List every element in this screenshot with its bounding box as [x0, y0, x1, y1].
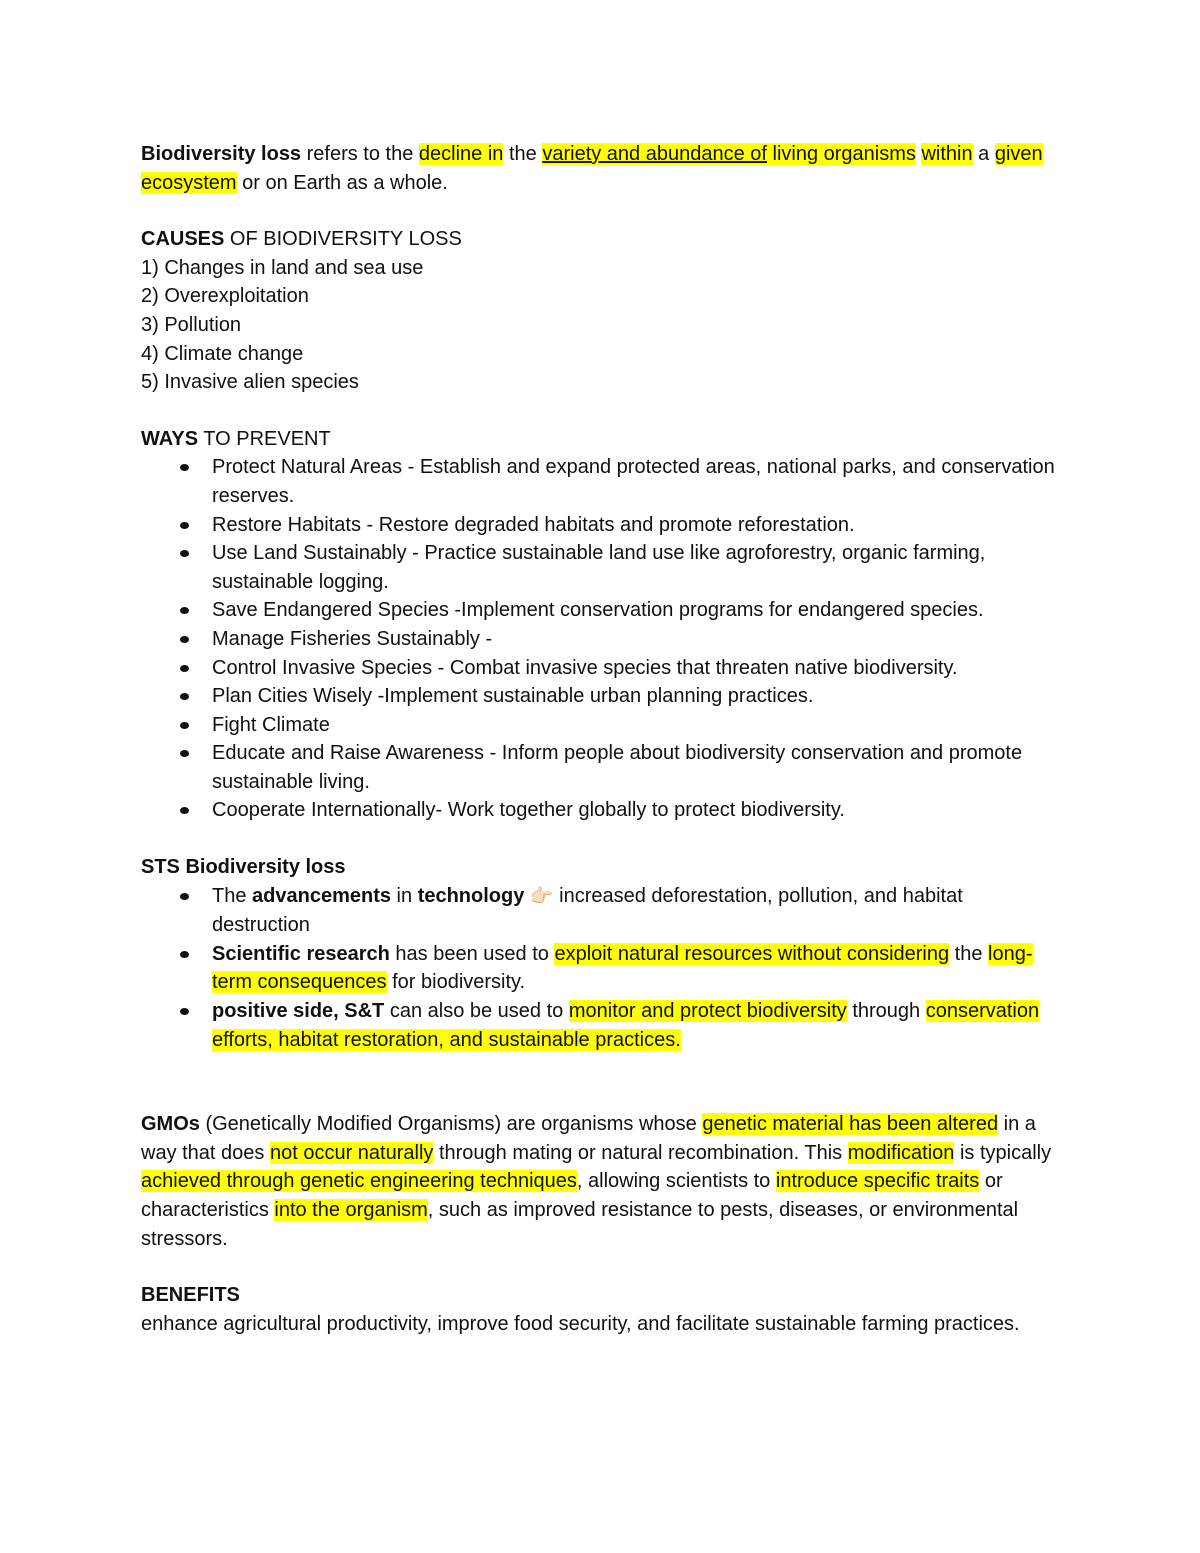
highlight-into-organism: into the organism: [274, 1199, 428, 1221]
sts-text: for biodiversity.: [386, 971, 526, 994]
sts-list: [141, 882, 1060, 1055]
highlight-living-organisms: living organisms: [766, 143, 916, 165]
list-item: Educate and Raise Awareness - Inform people about biodiversity conservation and promote sustainable living.: [212, 739, 1060, 796]
gmo-text: is typically: [954, 1141, 1052, 1164]
gmo-text: , allowing scientists to: [576, 1170, 776, 1193]
gmo-term: GMOs: [141, 1113, 200, 1136]
sts-text: in: [391, 884, 418, 907]
causes-heading: [141, 225, 1060, 254]
sts-text: through: [846, 1000, 926, 1023]
gmo-text: through mating or natural recombination. This: [433, 1141, 848, 1164]
highlight-exploit: exploit natural resources without considering: [554, 942, 950, 965]
gmo-text: , such as improved resistance to pests, diseases, or environmental stressors.: [141, 1199, 1019, 1250]
highlight-given-ecosystem: given ecosystem: [141, 143, 1043, 194]
highlight-within: within: [921, 143, 973, 165]
highlight-genetic-material: genetic material has been altered: [702, 1113, 999, 1136]
causes-heading-rest: OF BIODIVERSITY LOSS: [224, 228, 462, 251]
benefits-heading: [141, 1281, 1060, 1310]
gmo-text: or characteristics: [141, 1170, 1003, 1221]
list-item: [212, 997, 1060, 1054]
ways-list: [141, 453, 1060, 825]
ways-heading-rest: TO PREVENT: [198, 427, 331, 450]
causes-heading-bold: CAUSES: [141, 228, 225, 251]
gmo-text: in a way that does: [141, 1113, 1036, 1164]
sts-text: can also be used to: [384, 1000, 569, 1023]
intro-text-4: a: [972, 143, 995, 165]
sts-heading: [141, 853, 1060, 882]
intro-text-1: refers to the: [301, 143, 419, 165]
intro-term: Biodiversity loss: [141, 143, 302, 165]
highlight-long-term: long-term consequences: [212, 942, 1033, 994]
sts-text: increased deforestation, pollution, and habitat destruction: [212, 884, 963, 937]
highlight-decline: decline in: [418, 143, 504, 165]
highlight-conservation: conservation efforts, habitat restoration, and sustainable practices.: [212, 1000, 1040, 1051]
cause-item: 5) Invasive alien species: [141, 371, 359, 394]
list-item: Protect Natural Areas - Establish and expand protected areas, national parks, and conservation reserves.: [212, 453, 1060, 510]
list-item: Restore Habitats - Restore degraded habitats and promote reforestation.: [212, 511, 1060, 540]
highlight-monitor: monitor and protect biodiversity: [568, 1000, 847, 1023]
list-item: Plan Cities Wisely -Implement sustainable urban planning practices.: [212, 682, 1060, 711]
list-item: Manage Fisheries Sustainably -: [212, 625, 1060, 654]
highlight-genetic-engineering: achieved through genetic engineering techniques: [141, 1170, 577, 1193]
intro-text-5: or on Earth as a whole.: [236, 171, 448, 194]
benefits-heading-text: BENEFITS: [141, 1284, 240, 1307]
list-item: [212, 882, 1060, 940]
list-item: Cooperate Internationally- Work together globally to protect biodiversity.: [212, 796, 1060, 825]
cause-item: 4) Climate change: [141, 342, 304, 365]
sts-bold: advancements: [252, 884, 391, 907]
pointing-hand-icon: 👉🏻: [529, 885, 554, 907]
benefits-text: enhance agricultural productivity, improve food security, and facilitate sustainable farming practices.: [141, 1312, 1020, 1335]
highlight-specific-traits: introduce specific traits: [775, 1170, 980, 1193]
underline-variety: variety and abundance of: [542, 143, 767, 165]
sts-bold: technology: [417, 884, 525, 907]
highlight-not-naturally: not occur naturally: [269, 1141, 434, 1164]
ways-heading-bold: WAYS: [141, 427, 199, 450]
intro-paragraph: [141, 140, 1060, 197]
gmo-text: (Genetically Modified Organisms) are organisms whose: [199, 1113, 703, 1136]
intro-text-2: the: [503, 143, 543, 165]
list-item: Control Invasive Species - Combat invasive species that threaten native biodiversity.: [212, 654, 1060, 683]
sts-bold: Scientific research: [212, 942, 390, 965]
sts-heading-text: STS Biodiversity loss: [141, 856, 346, 879]
ways-heading: [141, 425, 1060, 454]
list-item: [212, 940, 1060, 997]
sts-text: The: [212, 884, 253, 907]
list-item: Fight Climate: [212, 711, 1060, 740]
list-item: Save Endangered Species -Implement conservation programs for endangered species.: [212, 596, 1060, 625]
sts-text: has been used to: [389, 942, 555, 965]
sts-text: the: [949, 942, 989, 965]
highlight-variety: [542, 143, 916, 165]
sts-bold: positive side, S&T: [212, 1000, 385, 1023]
cause-item: 3) Pollution: [141, 313, 242, 336]
gmo-paragraph: [141, 1110, 1060, 1253]
cause-item: 1) Changes in land and sea use: [141, 256, 424, 279]
highlight-modification: modification: [847, 1141, 955, 1164]
list-item: Use Land Sustainably - Practice sustainable land use like agroforestry, organic farming, sustainable logging.: [212, 539, 1060, 596]
cause-item: 2) Overexploitation: [141, 285, 309, 308]
